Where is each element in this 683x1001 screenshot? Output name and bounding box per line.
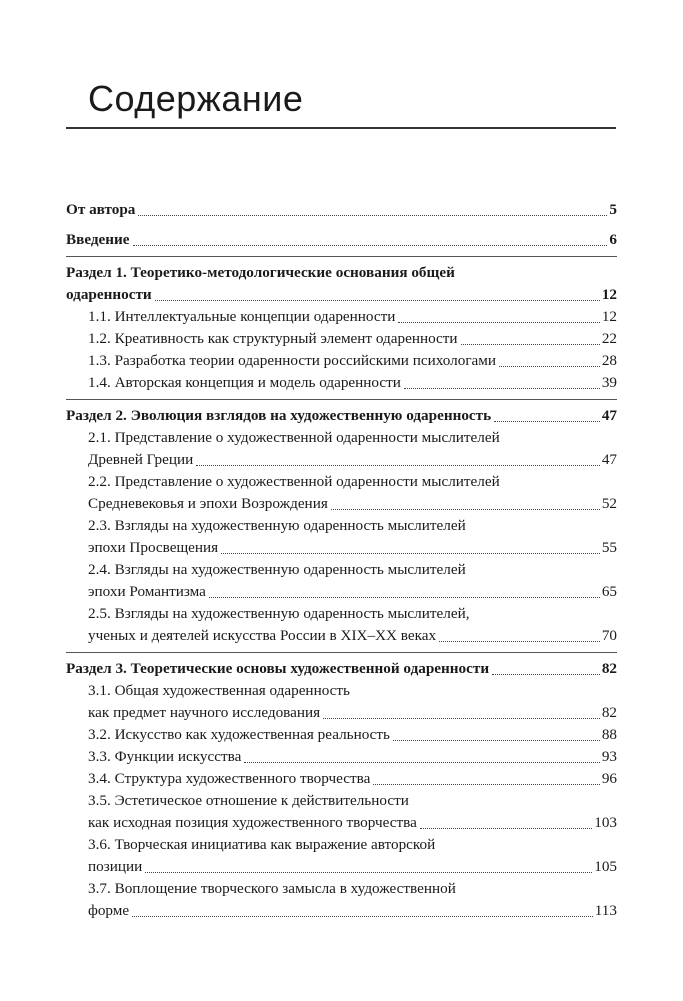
toc-entry-intro[interactable] xyxy=(66,229,617,251)
dot-leader xyxy=(138,215,607,216)
toc-entry-1-1[interactable] xyxy=(88,306,617,328)
section-divider xyxy=(66,256,617,257)
section-divider xyxy=(66,399,617,400)
page-title: Содержание xyxy=(88,78,304,119)
toc-entry-2-1[interactable] xyxy=(88,427,617,471)
dot-leader xyxy=(331,509,600,510)
toc-entry-page: 55 xyxy=(601,539,617,556)
toc-section-title: Раздел 1. Теоретико-методологические основания общей xyxy=(66,264,455,281)
dot-leader xyxy=(209,597,600,598)
toc-entry-title-cont: эпохи Просвещения xyxy=(88,539,219,556)
toc-section-2[interactable] xyxy=(66,405,617,427)
toc-entry-1-2[interactable] xyxy=(88,328,617,350)
toc-section-title-cont: одаренности xyxy=(66,286,152,303)
dot-leader xyxy=(461,344,600,345)
toc-entry-page: 6 xyxy=(609,231,617,248)
dot-leader xyxy=(494,421,600,422)
toc-entry-1-4[interactable] xyxy=(88,372,617,394)
dot-leader xyxy=(398,322,599,323)
toc-section-1[interactable] xyxy=(66,262,617,306)
toc-entry-page: 39 xyxy=(601,374,617,391)
dot-leader xyxy=(404,388,600,389)
toc-entry-3-1[interactable] xyxy=(88,680,617,724)
toc-entry-page: 47 xyxy=(601,407,617,424)
toc-entry-title: 3.2. Искусство как художественная реальность xyxy=(88,726,390,743)
toc-entry-title: 2.1. Представление о художественной одаренности мыслителей xyxy=(88,429,500,446)
toc-entry-title-cont: эпохи Романтизма xyxy=(88,583,206,600)
dot-leader xyxy=(439,641,600,642)
toc-entry-page: 93 xyxy=(601,748,617,765)
toc-entry-title-cont: Древней Греции xyxy=(88,451,194,468)
dot-leader xyxy=(420,828,592,829)
toc-entry-page: 82 xyxy=(601,704,617,721)
dot-leader xyxy=(145,872,592,873)
toc-entry-page: 12 xyxy=(601,308,617,325)
toc-section-3[interactable] xyxy=(66,658,617,680)
toc-entry-title: От автора xyxy=(66,201,136,218)
toc-entry-title: 3.3. Функции искусства xyxy=(88,748,242,765)
toc-entry-title: 1.4. Авторская концепция и модель одаренности xyxy=(88,374,401,391)
toc-entry-3-7[interactable] xyxy=(88,878,617,922)
toc-section-title: Раздел 2. Эволюция взглядов на художественную одаренность xyxy=(66,407,492,424)
dot-leader xyxy=(132,916,593,917)
dot-leader xyxy=(499,366,600,367)
dot-leader xyxy=(221,553,600,554)
toc-entry-3-4[interactable] xyxy=(88,768,617,790)
dot-leader xyxy=(196,465,600,466)
toc-entry-title: 3.7. Воплощение творческого замысла в художественной xyxy=(88,880,456,897)
toc-entry-title: 2.4. Взгляды на художественную одаренность мыслителей xyxy=(88,561,466,578)
toc-entry-title: 3.6. Творческая инициатива как выражение авторской xyxy=(88,836,436,853)
toc-entry-page: 5 xyxy=(609,201,617,218)
dot-leader xyxy=(323,718,600,719)
toc-entry-page: 70 xyxy=(601,627,617,644)
toc-entry-title-cont: Средневековья и эпохи Возрождения xyxy=(88,495,328,512)
toc-entry-page: 22 xyxy=(601,330,617,347)
toc-entry-page: 65 xyxy=(601,583,617,600)
toc-entry-title: 1.1. Интеллектуальные концепции одаренности xyxy=(88,308,396,325)
toc-entry-page: 52 xyxy=(601,495,617,512)
table-of-contents xyxy=(66,199,617,922)
toc-entry-page: 96 xyxy=(601,770,617,787)
toc-entry-title: 2.2. Представление о художественной одаренности мыслителей xyxy=(88,473,500,490)
toc-entry-3-5[interactable] xyxy=(88,790,617,834)
toc-entry-title: 1.2. Креативность как структурный элемент одаренности xyxy=(88,330,458,347)
toc-entry-title: 3.5. Эстетическое отношение к действительности xyxy=(88,792,409,809)
dot-leader xyxy=(155,300,600,301)
toc-entry-title-cont: ученых и деятелей искусства России в XIX–XX веках xyxy=(88,627,437,644)
toc-entry-page: 88 xyxy=(601,726,617,743)
toc-entry-3-2[interactable] xyxy=(88,724,617,746)
toc-section-title: Раздел 3. Теоретические основы художественной одаренности xyxy=(66,660,490,677)
dot-leader xyxy=(133,245,608,246)
toc-entry-title: 2.3. Взгляды на художественную одаренность мыслителей xyxy=(88,517,466,534)
toc-entry-title: 1.3. Разработка теории одаренности российскими психологами xyxy=(88,352,497,369)
dot-leader xyxy=(373,784,599,785)
toc-entry-title: Введение xyxy=(66,231,130,248)
toc-entry-title-cont: как предмет научного исследования xyxy=(88,704,321,721)
toc-entry-title: 2.5. Взгляды на художественную одаренность мыслителей, xyxy=(88,605,470,622)
toc-entry-page: 12 xyxy=(601,286,617,303)
toc-entry-3-3[interactable] xyxy=(88,746,617,768)
toc-entry-page: 103 xyxy=(594,814,617,831)
toc-entry-title: 3.1. Общая художественная одаренность xyxy=(88,682,350,699)
toc-entry-2-3[interactable] xyxy=(88,515,617,559)
dot-leader xyxy=(492,674,600,675)
toc-entry-page: 28 xyxy=(601,352,617,369)
toc-entry-3-6[interactable] xyxy=(88,834,617,878)
toc-entry-page: 105 xyxy=(594,858,617,875)
toc-entry-2-4[interactable] xyxy=(88,559,617,603)
toc-entry-page: 47 xyxy=(601,451,617,468)
toc-entry-page: 82 xyxy=(601,660,617,677)
toc-entry-title-cont: позиции xyxy=(88,858,143,875)
toc-entry-1-3[interactable] xyxy=(88,350,617,372)
section-divider xyxy=(66,652,617,653)
toc-entry-2-2[interactable] xyxy=(88,471,617,515)
toc-entry-page: 113 xyxy=(594,902,617,919)
toc-entry-title-cont: как исходная позиция художественного творчества xyxy=(88,814,417,831)
toc-entry-preface[interactable] xyxy=(66,199,617,221)
dot-leader xyxy=(393,740,600,741)
toc-entry-2-5[interactable] xyxy=(88,603,617,647)
toc-entry-title-cont: форме xyxy=(88,902,130,919)
title-rule xyxy=(66,127,616,129)
toc-entry-title: 3.4. Структура художественного творчества xyxy=(88,770,371,787)
dot-leader xyxy=(244,762,599,763)
